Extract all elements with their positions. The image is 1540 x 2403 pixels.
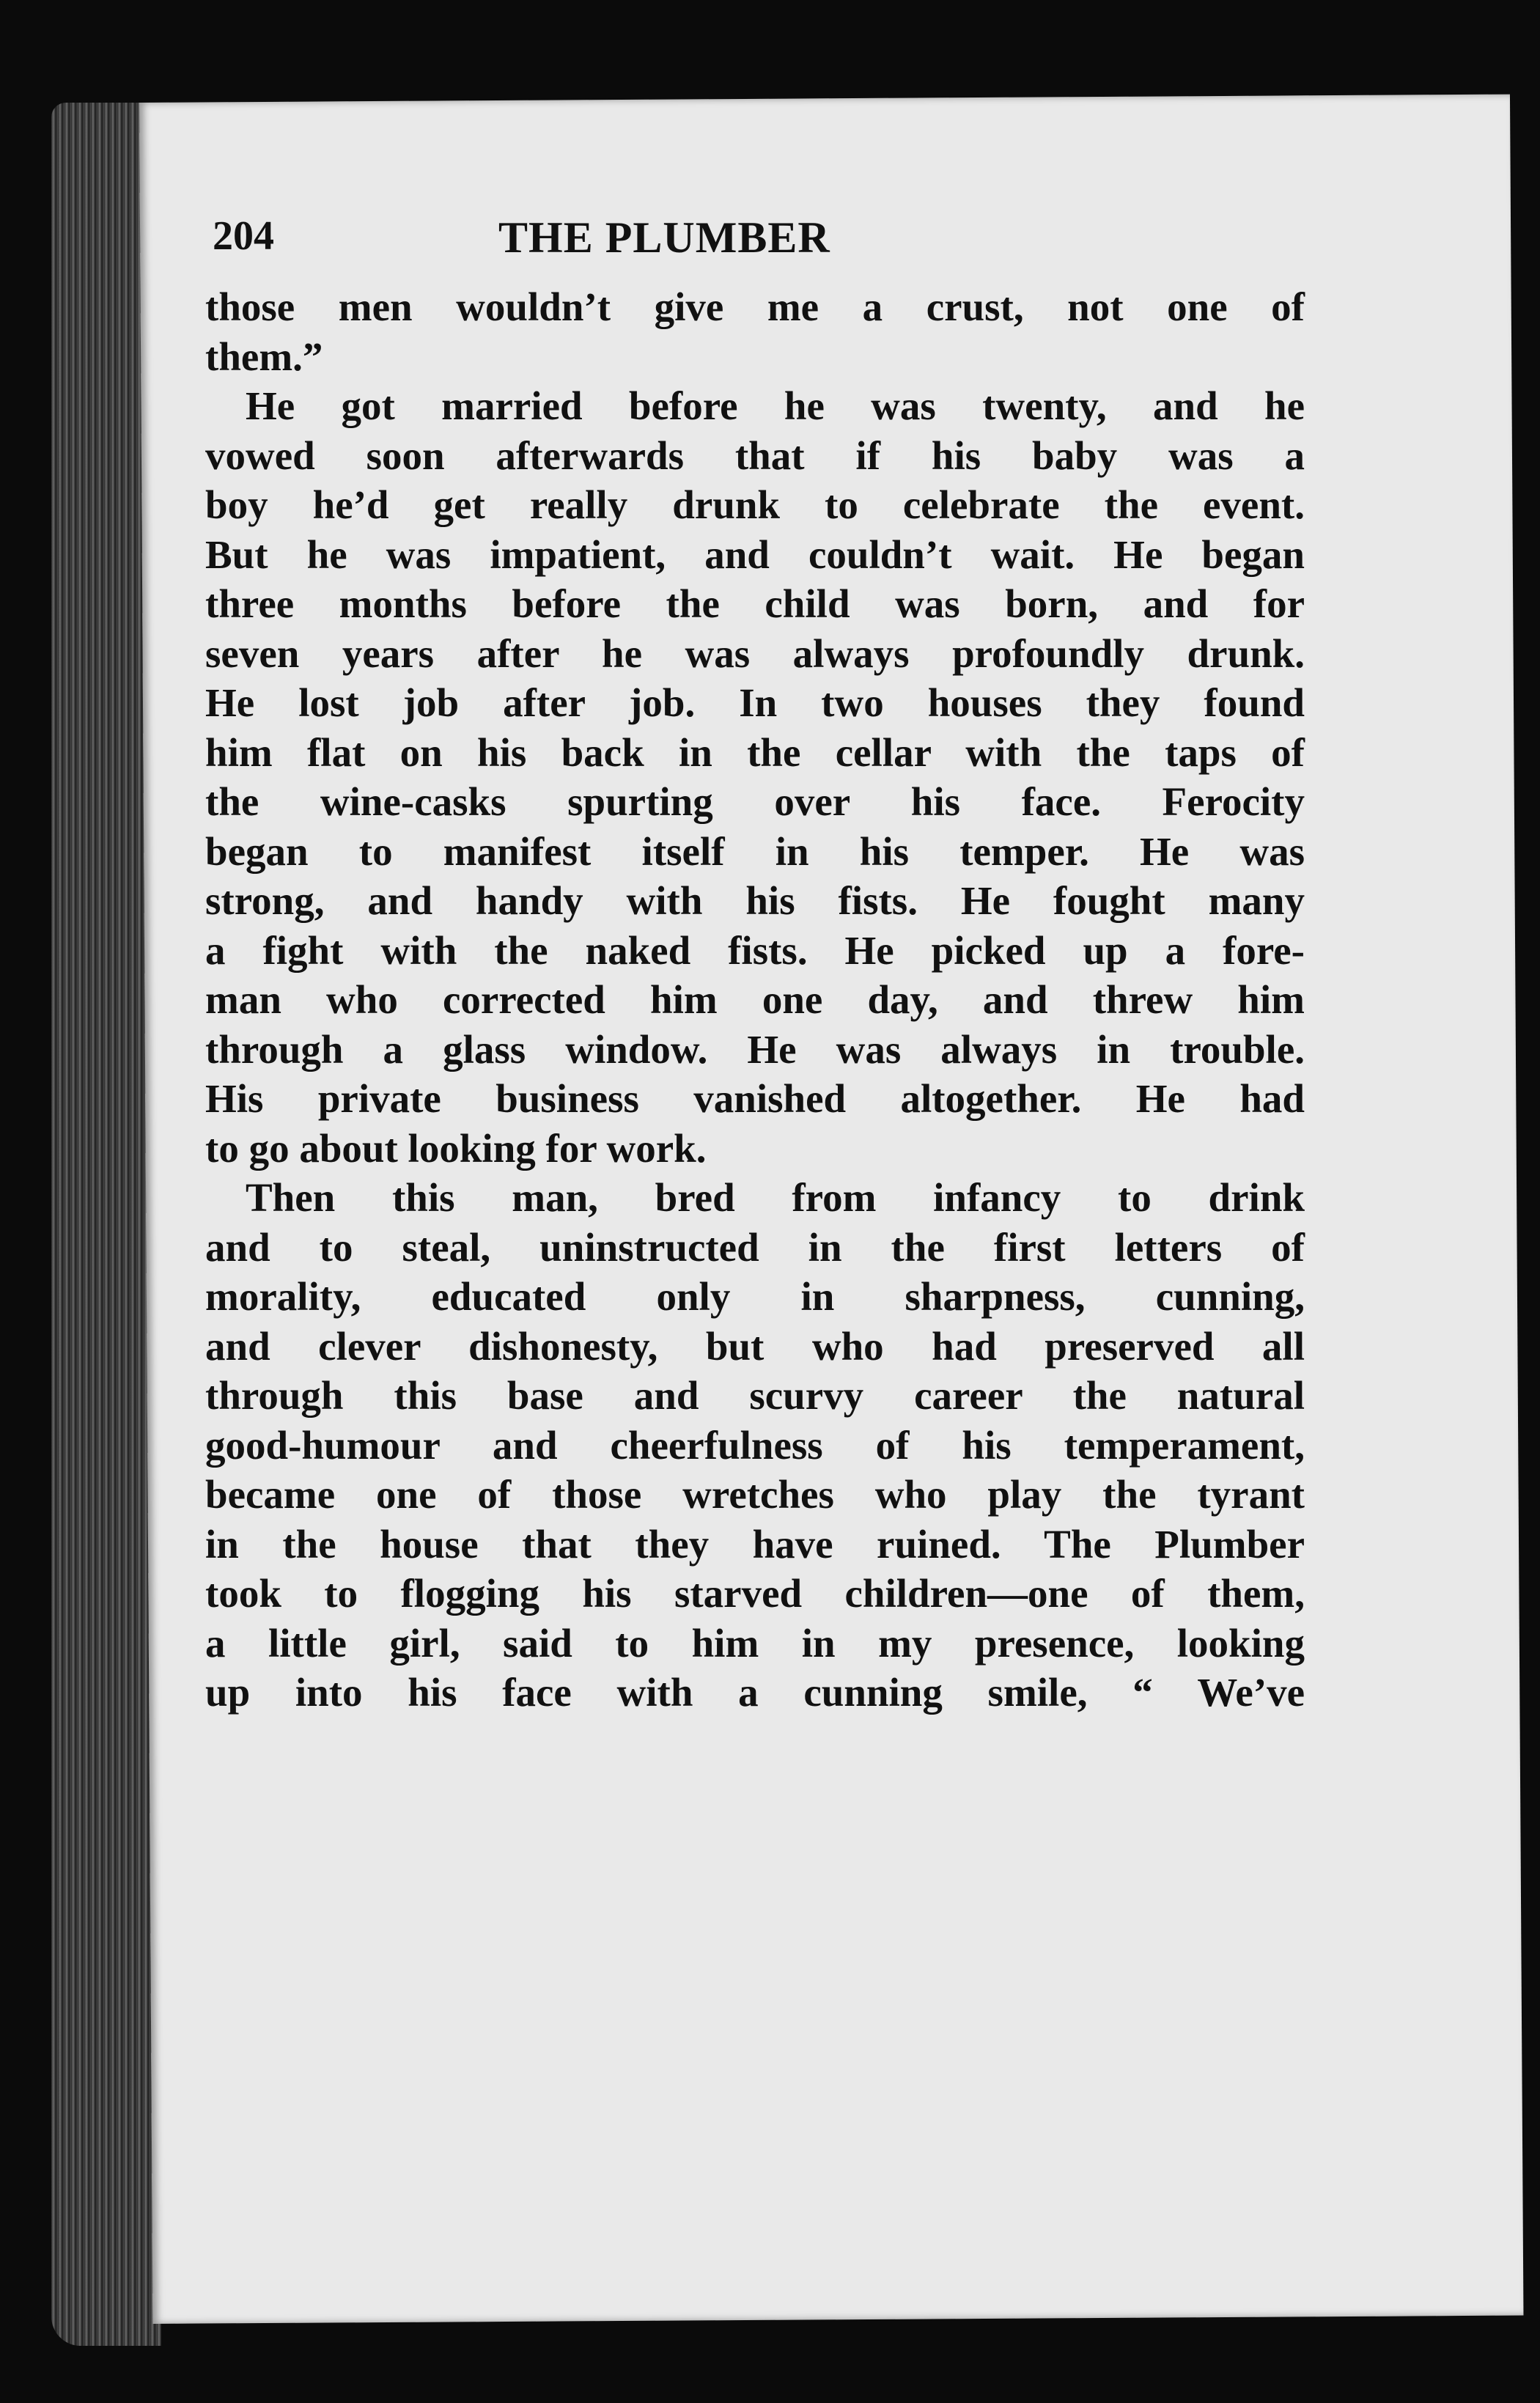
page-header xyxy=(213,213,1305,279)
text-line: a little girl, said to him in my presence, looking xyxy=(205,1620,1305,1666)
text-line: strong, and handy with his fists. He fought many xyxy=(205,878,1305,923)
text-line: good-humour and cheerfulness of his temperament, xyxy=(205,1422,1305,1468)
text-line: three months before the child was born, and for xyxy=(205,581,1305,626)
text-line: Then this man, bred from infancy to drink xyxy=(246,1175,1305,1220)
text-line: and clever dishonesty, but who had preserved all xyxy=(205,1323,1305,1369)
text-line: vowed soon afterwards that if his baby was a xyxy=(205,433,1305,478)
text-line: through a glass window. He was always in trouble. xyxy=(205,1026,1305,1072)
body-text xyxy=(205,282,1305,1718)
text-line: morality, educated only in sharpness, cunning, xyxy=(205,1274,1305,1319)
text-line: took to flogging his starved children—one of them, xyxy=(205,1571,1305,1616)
text-line: He lost job after job. In two houses they found xyxy=(205,680,1305,725)
text-line: to go about looking for work. xyxy=(205,1125,707,1171)
text-line: His private business vanished altogether. He had xyxy=(205,1076,1305,1121)
text-line: But he was impatient, and couldn’t wait. He began xyxy=(205,531,1305,577)
text-line: them.” xyxy=(205,334,323,379)
text-line: and to steal, uninstructed in the first letters of xyxy=(205,1224,1305,1270)
text-line: seven years after he was always profoundly drunk. xyxy=(205,630,1305,676)
running-title: THE PLUMBER xyxy=(498,213,830,262)
text-line: in the house that they have ruined. The Plumber xyxy=(205,1521,1305,1567)
text-line: boy he’d get really drunk to celebrate the event. xyxy=(205,482,1305,527)
text-line: him flat on his back in the cellar with the taps of xyxy=(205,729,1305,775)
text-line: man who corrected him one day, and threw him xyxy=(205,977,1305,1022)
text-line: those men wouldn’t give me a crust, not one of xyxy=(205,284,1305,329)
text-line: began to manifest itself in his temper. He was xyxy=(205,828,1305,874)
page-number: 204 xyxy=(213,213,274,259)
text-line: a fight with the naked fists. He picked up a fore- xyxy=(205,927,1305,973)
text-line: through this base and scurvy career the natural xyxy=(205,1373,1305,1418)
text-line: He got married before he was twenty, and he xyxy=(246,383,1305,428)
text-line: the wine-casks spurting over his face. Ferocity xyxy=(205,779,1305,824)
text-line: became one of those wretches who play the tyrant xyxy=(205,1472,1305,1517)
text-line: up into his face with a cunning smile, “ We’ve xyxy=(205,1670,1305,1715)
